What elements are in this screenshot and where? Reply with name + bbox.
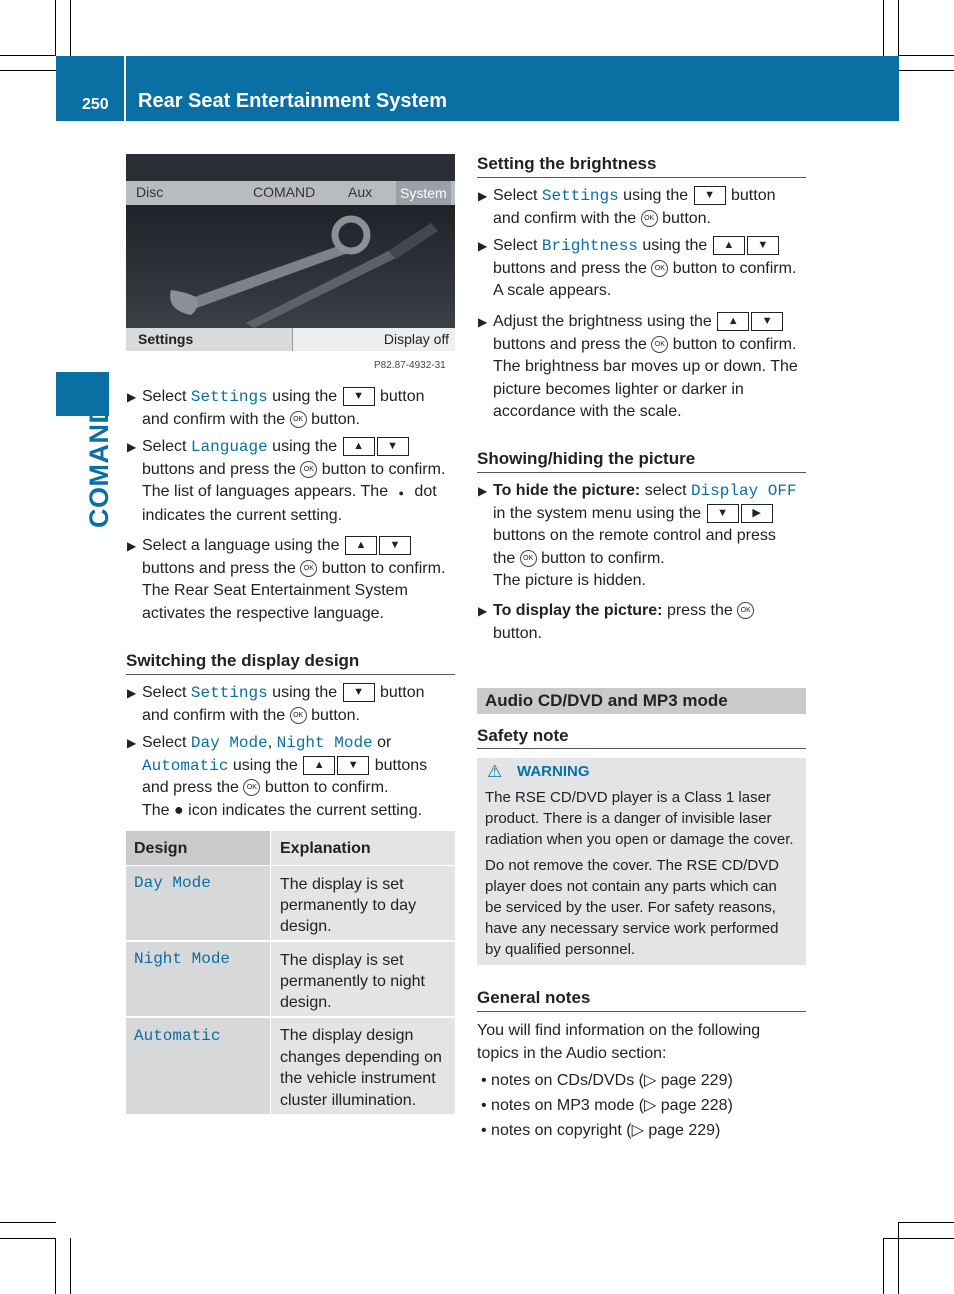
ok-button-icon: OK <box>520 550 537 567</box>
step-text: icon indicates the current setting. <box>183 801 423 819</box>
step-select-a-language <box>127 535 446 625</box>
step-text: or <box>372 734 392 751</box>
ok-button-icon: OK <box>651 336 668 353</box>
crop-mark <box>898 0 899 56</box>
step-text: using the <box>267 684 342 701</box>
down-key-icon: ▼ <box>379 536 411 555</box>
ok-button-icon: OK <box>651 260 668 277</box>
menu-item-code: Language <box>190 438 268 456</box>
up-key-icon: ▲ <box>303 756 335 775</box>
step-arrow-icon: ▶ <box>127 440 137 454</box>
section-rule <box>477 748 806 749</box>
step-arrow-icon: ▶ <box>127 736 137 750</box>
crop-mark <box>0 1238 56 1239</box>
step-text: Select <box>493 237 542 254</box>
menu-item-code: Settings <box>190 684 268 702</box>
crop-mark <box>883 1238 884 1294</box>
ok-button-icon: OK <box>641 210 658 227</box>
menu-item-code: Night Mode <box>276 734 373 752</box>
crop-mark <box>55 1238 56 1294</box>
step-text: Select <box>142 388 191 405</box>
screen-footer <box>126 328 455 351</box>
step-text: button to confirm. <box>668 335 797 353</box>
table-cell-design: Day Mode <box>134 874 211 892</box>
step-text: Select <box>142 438 191 455</box>
step-select-settings <box>127 386 425 431</box>
screen-display-off-label: Display off <box>383 331 449 347</box>
step-text: and confirm with the <box>142 410 290 428</box>
header-divider <box>124 56 126 121</box>
settings-screen-figure <box>126 154 455 351</box>
up-key-icon: ▲ <box>345 536 377 555</box>
step-text: and confirm with the <box>493 209 641 227</box>
step-text: press the <box>662 602 738 619</box>
ok-button-icon: OK <box>243 779 260 796</box>
screen-tab-disc: Disc <box>136 184 164 200</box>
crop-mark <box>883 1238 954 1239</box>
step-text: buttons and press the <box>142 460 301 478</box>
list-item: • notes on copyright (▷ page 229) <box>481 1122 721 1139</box>
screen-tab-comand: COMAND <box>253 184 316 200</box>
section-rule <box>477 472 806 473</box>
step-text: button to confirm. <box>668 259 797 277</box>
step-text: and confirm with the <box>142 706 290 724</box>
ok-button-icon: OK <box>290 411 307 428</box>
step-text: button to confirm. <box>260 779 389 796</box>
cell-line: The display design <box>280 1027 414 1044</box>
warning-icon: ⚠ <box>487 762 503 781</box>
step-arrow-icon: ▶ <box>478 189 488 203</box>
cell-line: permanently to day <box>280 897 417 914</box>
warning-line: player does not contain any parts which can <box>485 878 777 895</box>
step-text: and press the <box>142 779 244 796</box>
cell-line: The display is set <box>280 952 404 969</box>
list-item: • notes on CDs/DVDs (▷ page 229) <box>481 1072 733 1089</box>
step-text: Select <box>493 187 542 204</box>
warning-line: Do not remove the cover. The RSE CD/DVD <box>485 857 780 874</box>
step-text: button <box>375 388 425 405</box>
table-header-design: Design <box>134 840 188 857</box>
warning-paragraph <box>485 787 794 850</box>
step-text: using the <box>637 237 712 254</box>
step-text: button to confirm. <box>536 549 665 567</box>
general-intro <box>477 1020 760 1065</box>
step-text: buttons and press the <box>493 335 652 353</box>
step-text: using the <box>618 187 693 204</box>
step-text: using the <box>267 438 342 455</box>
down-key-icon: ▼ <box>337 756 369 775</box>
table-cell-explanation <box>280 950 425 1013</box>
warning-title: WARNING <box>517 763 590 780</box>
warning-line: radiation when you open or damage the cover. <box>485 831 794 848</box>
warning-line: be serviced by the user. For safety reasons, <box>485 899 776 916</box>
warning-box <box>477 758 806 965</box>
step-arrow-icon: ▶ <box>127 686 137 700</box>
crop-mark <box>0 55 56 56</box>
step-text: Adjust the brightness using the <box>493 313 717 330</box>
step-text: Select <box>142 684 191 701</box>
screen-settings-label: Settings <box>138 331 194 347</box>
cell-line: permanently to night <box>280 973 425 990</box>
right-key-icon: ▶ <box>741 504 773 523</box>
table-header-explanation: Explanation <box>280 840 371 857</box>
section-rule <box>477 177 806 178</box>
page-number: 250 <box>82 96 109 113</box>
step-text: button. <box>306 706 360 724</box>
step-arrow-icon: ▶ <box>478 239 488 253</box>
ok-button-icon: OK <box>737 602 754 619</box>
step-text: in the system menu using the <box>493 504 706 522</box>
menu-item-code: Day Mode <box>190 734 268 752</box>
step-text: A scale appears. <box>493 282 612 299</box>
step-text: using the <box>267 388 342 405</box>
section-heading-audio: Audio CD/DVD and MP3 mode <box>485 691 728 710</box>
down-key-icon: ▼ <box>343 387 375 406</box>
crop-mark <box>898 1222 899 1294</box>
step-arrow-icon: ▶ <box>478 315 488 329</box>
list-item: • notes on MP3 mode (▷ page 228) <box>481 1097 733 1114</box>
table-cell-design: Automatic <box>134 1027 221 1045</box>
step-text: buttons <box>370 756 428 774</box>
menu-item-code: Settings <box>190 388 268 406</box>
down-key-icon: ▼ <box>747 236 779 255</box>
table-cell-explanation <box>280 874 416 937</box>
figure-reference: P82.87-4932-31 <box>374 360 446 371</box>
section-heading-picture: Showing/hiding the picture <box>477 449 696 468</box>
crop-mark <box>898 70 954 71</box>
tools-illustration <box>126 205 455 328</box>
step-text: Select <box>142 734 191 751</box>
step-select-brightness <box>478 235 797 303</box>
ok-button-icon: OK <box>290 707 307 724</box>
table-cell-explanation <box>280 1025 442 1111</box>
crop-mark <box>70 1238 71 1294</box>
menu-item-code: Display OFF <box>690 482 797 500</box>
step-text: buttons and press the <box>493 259 652 277</box>
menu-item-code: Automatic <box>142 756 229 775</box>
step-text: indicates the current setting. <box>142 506 343 524</box>
down-key-icon: ▼ <box>707 504 739 523</box>
cell-line: The display is set <box>280 876 404 893</box>
intro-line: You will find information on the following <box>477 1022 761 1039</box>
down-key-icon: ▼ <box>694 186 726 205</box>
side-tab-label: COMAND <box>84 403 114 528</box>
up-key-icon: ▲ <box>713 236 745 255</box>
cell-line: the vehicle instrument <box>280 1070 436 1087</box>
warning-line: by qualified personnel. <box>485 941 636 958</box>
step-text: dot <box>409 483 437 500</box>
step-text: button. <box>306 410 360 428</box>
step-text: button <box>375 684 425 701</box>
menu-item-code: Brightness <box>541 237 638 255</box>
step-text: picture becomes lighter or darker in <box>493 380 744 398</box>
step-text: select <box>640 482 691 499</box>
step-arrow-icon: ▶ <box>478 484 488 498</box>
screen-tab-aux: Aux <box>348 184 373 200</box>
ok-button-icon: OK <box>300 560 317 577</box>
menu-item-code: Settings <box>541 187 619 205</box>
page-title: Rear Seat Entertainment System <box>138 90 448 112</box>
section-heading-brightness: Setting the brightness <box>477 154 657 173</box>
step-label: To display the picture: <box>493 602 663 619</box>
step-arrow-icon: ▶ <box>127 539 137 553</box>
warning-line: The RSE CD/DVD player is a Class 1 laser <box>485 789 771 806</box>
selected-dot-icon: ● <box>174 801 184 819</box>
screen-tab-system: System <box>396 181 451 205</box>
step-text: The brightness bar moves up or down. The <box>493 358 798 375</box>
step-text: button. <box>493 624 542 642</box>
step-text: the <box>493 549 520 567</box>
crop-mark <box>0 1222 56 1223</box>
step-hide-picture <box>478 480 797 593</box>
step-text: The list of languages appears. The <box>142 483 393 500</box>
section-rule <box>477 1011 806 1012</box>
section-heading-general: General notes <box>477 988 591 1007</box>
down-key-icon: ▼ <box>343 683 375 702</box>
section-rule <box>126 674 455 675</box>
step-text: buttons on the remote control and press <box>493 527 776 544</box>
down-key-icon: ▼ <box>377 437 409 456</box>
step-label: To hide the picture: <box>493 482 641 499</box>
step-text: The Rear Seat Entertainment System <box>142 582 408 599</box>
crop-mark <box>55 0 56 56</box>
step-text: The <box>142 801 175 819</box>
step-adjust-brightness <box>478 311 798 424</box>
section-heading-safety: Safety note <box>477 726 569 745</box>
cell-line: cluster illumination. <box>280 1091 417 1109</box>
intro-line: topics in the Audio section: <box>477 1044 667 1062</box>
step-select-language <box>127 436 446 527</box>
step-text: button to confirm. <box>317 460 446 478</box>
step-select-settings-2 <box>127 682 425 727</box>
step-text: , <box>267 734 277 751</box>
step-text: button to confirm. <box>317 559 446 577</box>
warning-line: have any necessary service work performed <box>485 920 779 937</box>
warning-paragraph <box>485 855 779 960</box>
crop-mark <box>0 70 56 71</box>
dot-icon: ● <box>398 488 404 498</box>
warning-line: product. There is a danger of invisible laser <box>485 810 772 827</box>
step-arrow-icon: ▶ <box>478 604 488 618</box>
section-heading-display-design: Switching the display design <box>126 651 360 670</box>
cell-line: changes depending on <box>280 1048 442 1066</box>
up-key-icon: ▲ <box>343 437 375 456</box>
crop-mark <box>898 55 954 56</box>
step-text: using the <box>228 756 303 774</box>
step-text: button. <box>657 209 711 227</box>
table-cell-design: Night Mode <box>134 950 231 968</box>
step-select-mode <box>127 732 428 822</box>
down-key-icon: ▼ <box>751 312 783 331</box>
up-key-icon: ▲ <box>717 312 749 331</box>
screen-tab-bar <box>126 181 455 205</box>
step-text: activates the respective language. <box>142 604 384 622</box>
step-text: The picture is hidden. <box>493 572 646 589</box>
cell-line: design. <box>280 918 332 935</box>
step-text: button <box>726 187 776 204</box>
step-text: accordance with the scale. <box>493 403 682 420</box>
crop-mark <box>898 1222 954 1223</box>
ok-button-icon: OK <box>300 461 317 478</box>
step-text: buttons and press the <box>142 559 301 577</box>
step-brightness-settings <box>478 185 776 230</box>
step-text: Select a language using the <box>142 537 344 554</box>
step-arrow-icon: ▶ <box>127 390 137 404</box>
step-display-picture <box>478 600 754 645</box>
crop-mark <box>70 0 71 56</box>
cell-line: design. <box>280 994 332 1011</box>
crop-mark <box>883 0 884 56</box>
